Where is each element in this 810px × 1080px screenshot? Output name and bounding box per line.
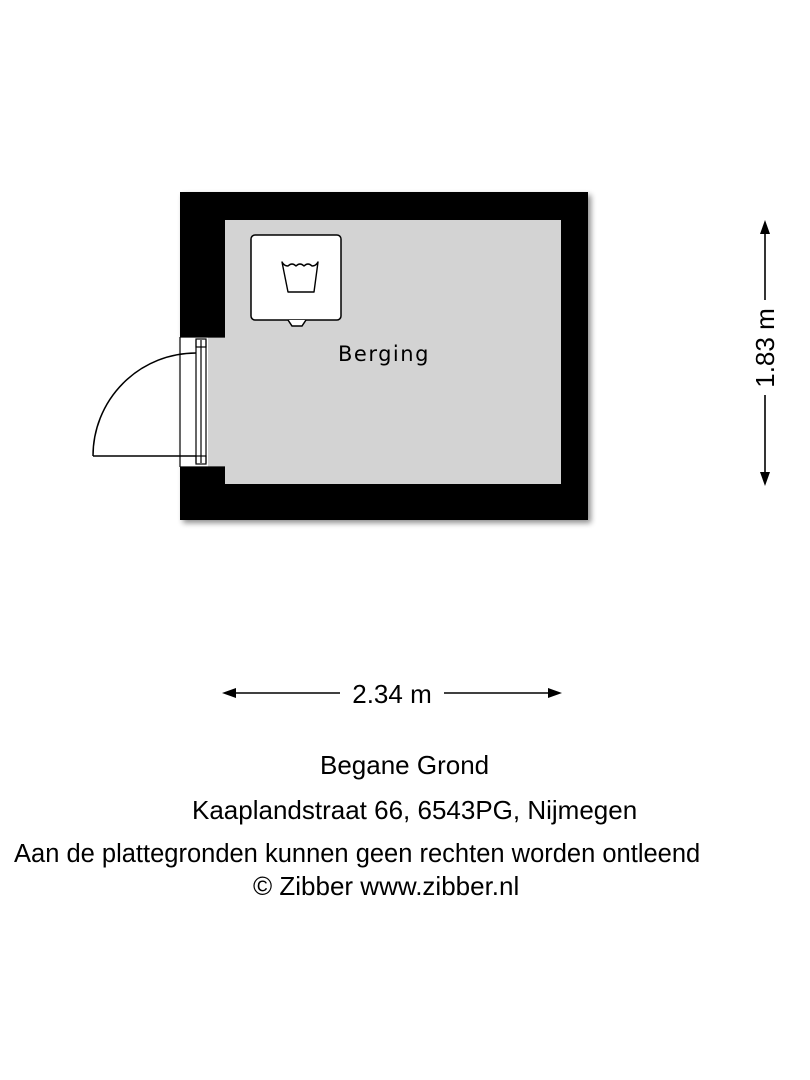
- door-floor-strip: [208, 337, 225, 467]
- washing-machine-icon: [251, 235, 341, 326]
- address: Kaaplandstraat 66, 6543PG, Nijmegen: [192, 795, 638, 825]
- height-label: 1.83 m: [750, 308, 780, 388]
- width-label: 2.34 m: [352, 679, 432, 709]
- floor-name: Begane Grond: [320, 750, 490, 780]
- disclaimer: Aan de plattegronden kunnen geen rechten worden ontleend: [14, 840, 701, 868]
- room-label: Berging: [338, 342, 430, 366]
- copyright-credit: © Zibber www.zibber.nl: [253, 871, 520, 901]
